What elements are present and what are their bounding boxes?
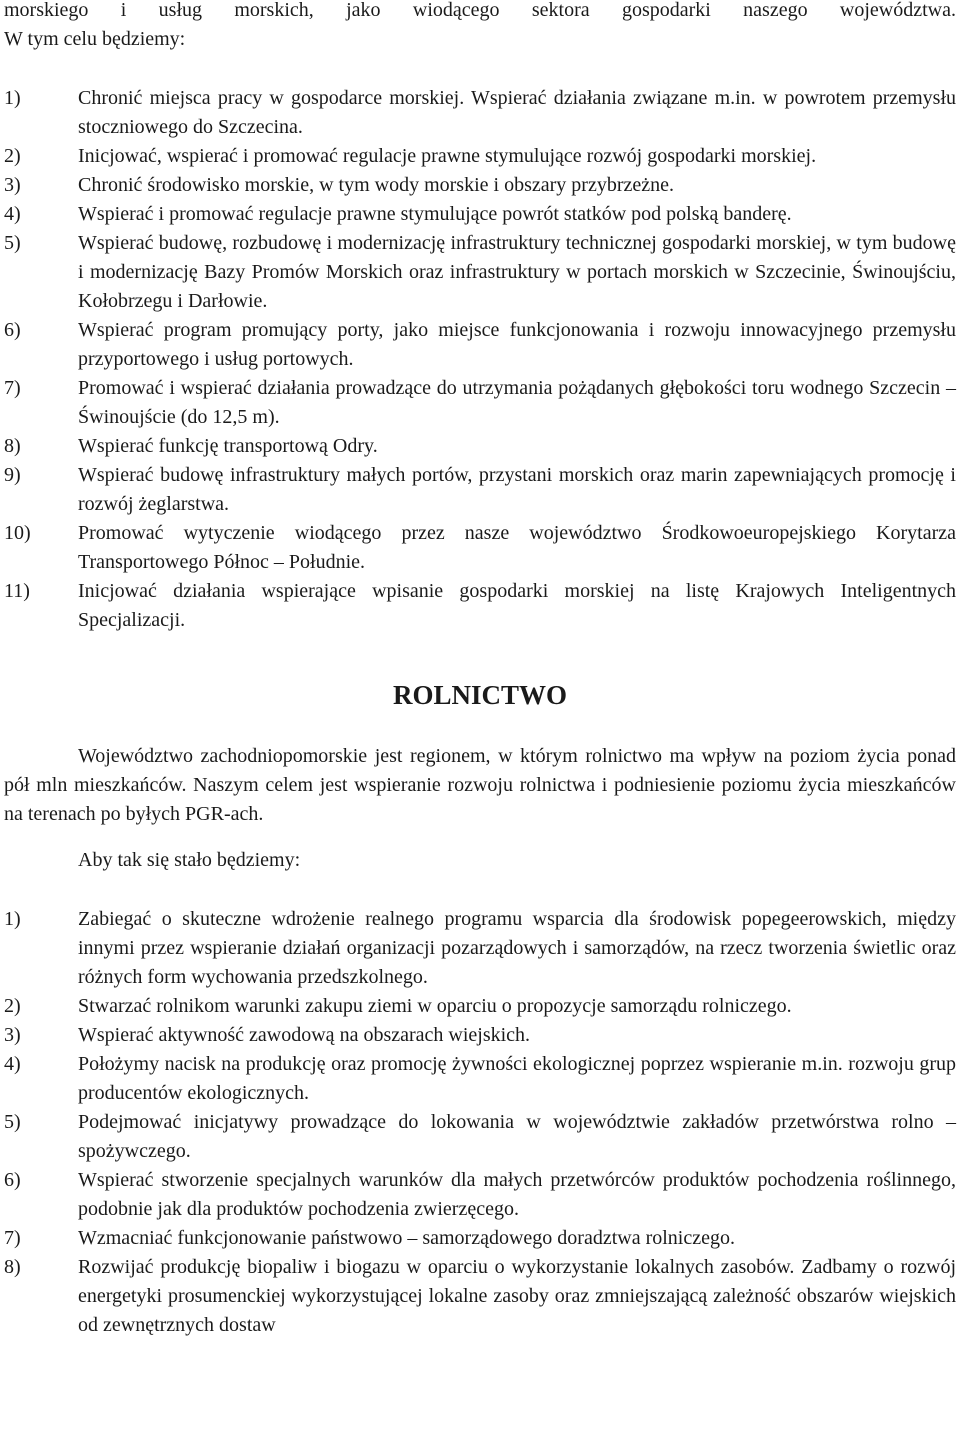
list-item-text: Chronić miejsca pracy w gospodarce morskiej. Wspierać działania związane m.in. w powrotem przemysłu stoczniowego do Szczecina. [78,87,956,138]
list-item-text: Wspierać budowę, rozbudowę i modernizację infrastruktury technicznej gospodarki morskiej, w tym budowę i modernizację Bazy Promów Morskich oraz infrastruktury w portach morskich w Szczecinie, Świnoujściu, Kołobrzegu i Darłowie. [78,232,956,312]
list-item [4,142,956,171]
list-item-number: 6) [4,1169,21,1191]
list-item-number: 7) [4,377,21,399]
list-item [4,519,956,577]
section-heading-rolnictwo: ROLNICTWO [392,680,568,710]
list-item [4,1224,956,1253]
list-item-text: Zabiegać o skuteczne wdrożenie realnego programu wsparcia dla środowisk popegeerowskich, między innymi przez wspieranie działań organizacji pozarządowych i samorządów, na rzecz tworzenia świetlic oraz różnych form wychowania przedszkolnego. [78,908,956,988]
list-item-number: 8) [4,1256,21,1278]
list-item-number: 1) [4,908,21,930]
list-item-number: 4) [4,1053,21,1075]
list-item [4,374,956,432]
list-item-number: 3) [4,1024,21,1046]
list-item [4,84,956,142]
list-item [4,1253,956,1340]
list-item-number: 4) [4,203,21,225]
list-item-number: 7) [4,1227,21,1249]
agriculture-lead: Aby tak się stało będziemy: [78,849,301,871]
intro-line-1: morskiego i usług morskich, jako wiodącego sektora gospodarki naszego województwa. [4,0,956,21]
list-item-text: Stwarzać rolnikom warunki zakupu ziemi w oparciu o propozycje samorządu rolniczego. [78,995,792,1017]
list-item-number: 3) [4,174,21,196]
agriculture-paragraph: Województwo zachodniopomorskie jest regionem, w którym rolnictwo ma wpływ na poziom życia ponad pół mln mieszkańców. Naszym celem jest wspieranie rozwoju rolnictwa i podniesienie poziomu życia mieszkańców na terenach po byłych PGR-ach. [4,745,956,825]
list-item-text: Wspierać program promujący porty, jako miejsce funkcjonowania i rozwoju innowacyjnego przemysłu przyportowego i usług portowych. [78,319,956,370]
list-item-number: 5) [4,232,21,254]
list-item-number: 8) [4,435,21,457]
list-item-text: Wspierać i promować regulacje prawne stymulujące powrót statków pod polską banderę. [78,203,792,225]
list-item [4,1050,956,1108]
maritime-goals-list [4,84,956,635]
agriculture-goals-list [4,905,956,1340]
list-item-text: Wspierać stworzenie specjalnych warunków dla małych przetwórców produktów pochodzenia roślinnego, podobnie jak dla produktów pochodzenia zwierzęcego. [78,1169,956,1220]
list-item-text: Inicjować działania wspierające wpisanie gospodarki morskiej na listę Krajowych Inteligentnych Specjalizacji. [78,580,956,631]
list-item-number: 2) [4,995,21,1017]
list-item-text: Podejmować inicjatywy prowadzące do lokowania w województwie zakładów przetwórstwa rolno – spożywczego. [78,1111,956,1162]
list-item-text: Chronić środowisko morskie, w tym wody morskie i obszary przybrzeżne. [78,174,674,196]
list-item [4,577,956,635]
list-item-text: Wspierać budowę infrastruktury małych portów, przystani morskich oraz marin zapewniających promocję i rozwój żeglarstwa. [78,464,956,515]
list-item-text: Promować wytyczenie wiodącego przez nasze województwo Środkowoeuropejskiego Korytarza Transportowego Północ – Południe. [78,522,956,573]
list-item-number: 11) [4,580,30,602]
list-item [4,1166,956,1224]
list-item-text: Wspierać funkcję transportową Odry. [78,435,378,457]
list-item [4,229,956,316]
list-item [4,316,956,374]
list-item [4,200,956,229]
list-item-number: 9) [4,464,21,486]
list-item [4,992,956,1021]
list-item-text: Promować i wspierać działania prowadzące do utrzymania pożądanych głębokości toru wodnego Szczecin – Świnoujście (do 12,5 m). [78,377,956,428]
list-item-number: 6) [4,319,21,341]
intro-line-2: W tym celu będziemy: [4,28,186,50]
list-item-text: Wzmacniać funkcjonowanie państwowo – samorządowego doradztwa rolniczego. [78,1227,735,1249]
list-item-number: 10) [4,522,31,544]
list-item-number: 1) [4,87,21,109]
list-item-number: 2) [4,145,21,167]
document-page [4,0,956,1340]
list-item-text: Wspierać aktywność zawodową na obszarach wiejskich. [78,1024,531,1046]
list-item [4,461,956,519]
list-item [4,171,956,200]
list-item-text: Położymy nacisk na produkcję oraz promocję żywności ekologicznej poprzez wspieranie m.in. rozwoju grup producentów ekologicznych. [78,1053,956,1104]
list-item-text: Rozwijać produkcję biopaliw i biogazu w oparciu o wykorzystanie lokalnych zasobów. Zadbamy o rozwój energetyki prosumenckiej wykorzystującej lokalne zasoby oraz zmniejszającą zależność obszarów wiejskich od zewnętrznych dostaw [78,1256,956,1336]
list-item-number: 5) [4,1111,21,1133]
list-item [4,1021,956,1050]
list-item [4,905,956,992]
list-item [4,1108,956,1166]
list-item-text: Inicjować, wspierać i promować regulacje prawne stymulujące rozwój gospodarki morskiej. [78,145,817,167]
list-item [4,432,956,461]
